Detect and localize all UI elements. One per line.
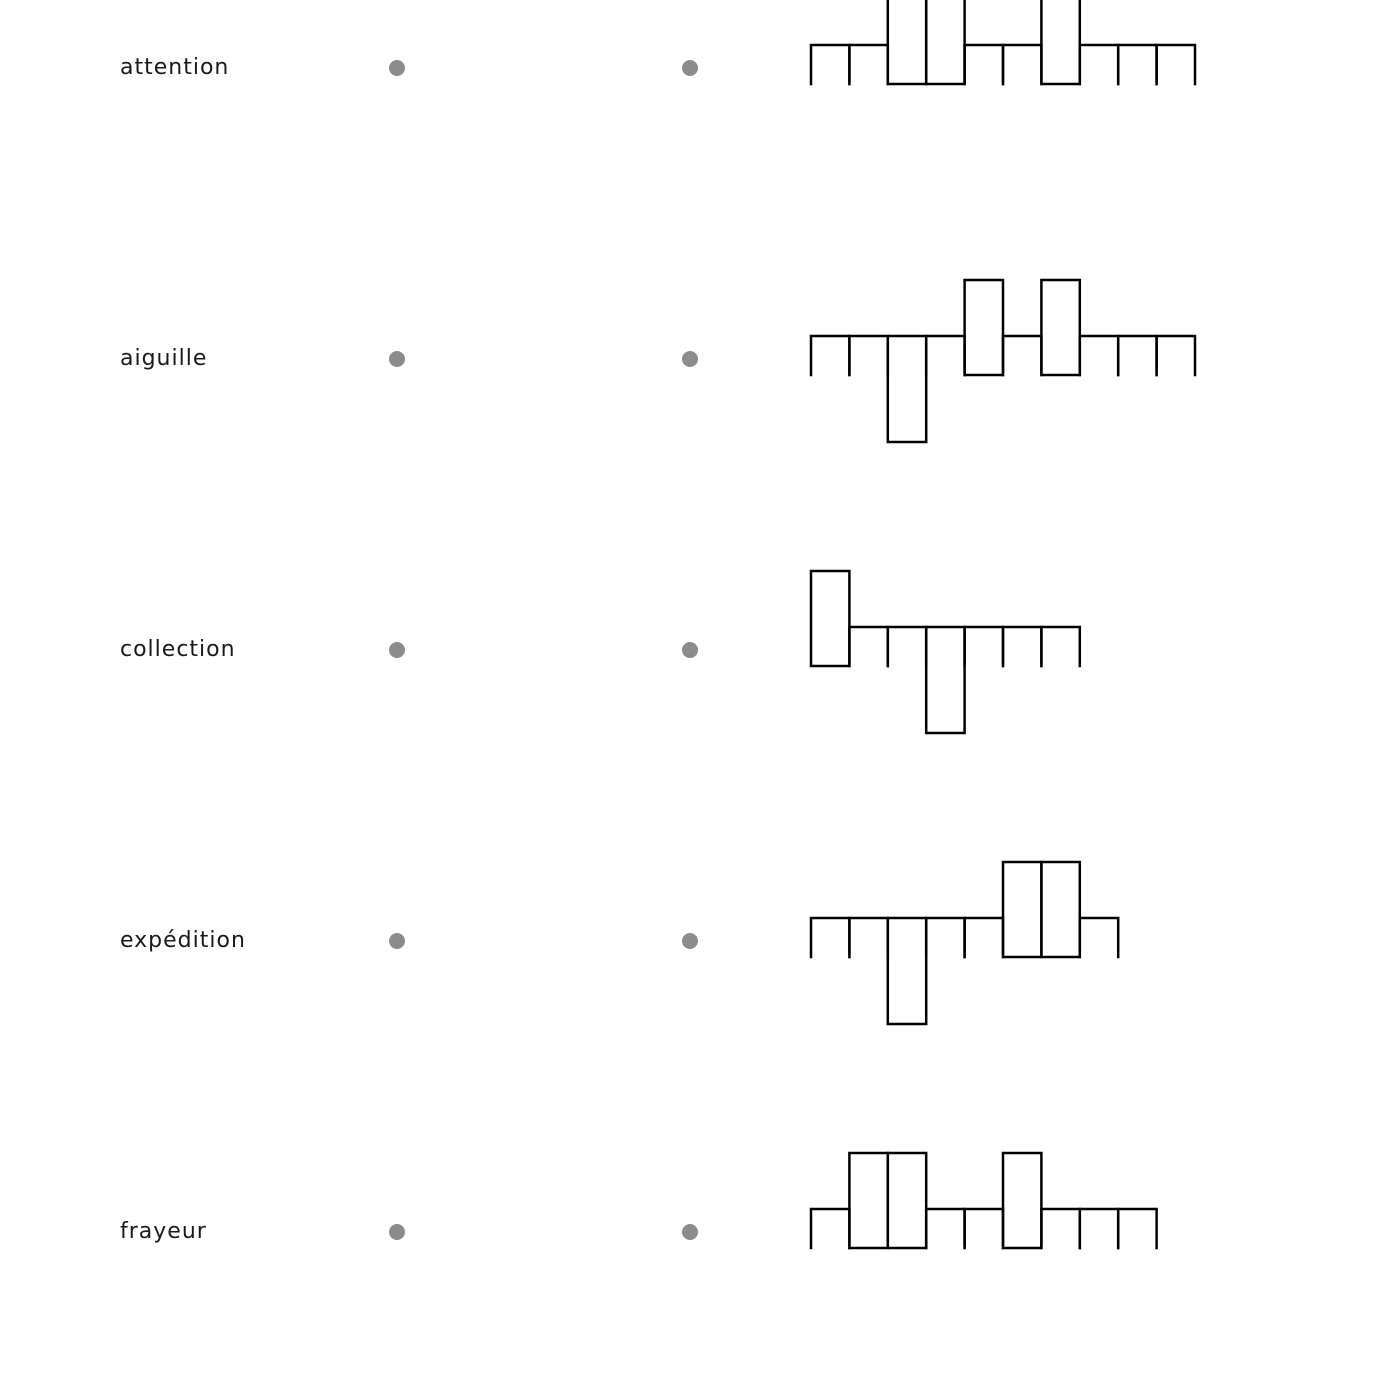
letter-box — [926, 918, 964, 957]
letter-box — [1157, 45, 1195, 84]
word-label: frayeur — [120, 1219, 207, 1244]
letter-box — [888, 627, 926, 666]
letter-box — [811, 45, 849, 84]
letter-box — [1003, 627, 1041, 666]
shape-row — [811, 862, 1118, 1024]
letter-box — [888, 1153, 926, 1248]
word-label: expédition — [120, 928, 246, 953]
letter-box — [888, 918, 926, 1024]
letter-box — [849, 918, 887, 957]
word-label: aiguille — [120, 346, 208, 371]
letter-box — [1118, 45, 1156, 84]
letter-box — [849, 45, 887, 84]
shape-row — [811, 0, 1195, 84]
letter-box — [1080, 45, 1118, 84]
letter-box — [965, 627, 1003, 666]
letter-box — [926, 0, 964, 84]
shape-row — [811, 571, 1080, 733]
letter-box — [1003, 862, 1041, 957]
letter-box — [1003, 336, 1041, 375]
letter-box — [1041, 1209, 1079, 1248]
letter-box — [1003, 45, 1041, 84]
letter-box — [1118, 336, 1156, 375]
letter-box — [849, 336, 887, 375]
letter-box — [1080, 336, 1118, 375]
letter-box — [1041, 280, 1079, 375]
letter-box — [926, 336, 964, 375]
letter-box — [1157, 336, 1195, 375]
letter-box — [888, 336, 926, 442]
letter-box — [1003, 1153, 1041, 1248]
letter-box — [1041, 0, 1079, 84]
letter-box — [1041, 862, 1079, 957]
letter-box — [965, 1209, 1003, 1248]
letter-box — [811, 336, 849, 375]
letter-box — [965, 918, 1003, 957]
shape-row — [811, 1153, 1157, 1248]
letter-box — [811, 571, 849, 666]
letter-box — [965, 280, 1003, 375]
letter-box — [926, 627, 964, 733]
shape-row — [811, 280, 1195, 442]
letter-box — [849, 627, 887, 666]
letter-box — [1118, 1209, 1156, 1248]
word-label: attention — [120, 55, 230, 80]
letter-box — [1041, 627, 1079, 666]
word-label: collection — [120, 637, 236, 662]
letter-box — [965, 45, 1003, 84]
letter-box — [849, 1153, 887, 1248]
letter-box — [1080, 1209, 1118, 1248]
letter-box — [811, 918, 849, 957]
letter-box — [888, 0, 926, 84]
letter-box — [926, 1209, 964, 1248]
letter-box — [1080, 918, 1118, 957]
letter-box — [811, 1209, 849, 1248]
